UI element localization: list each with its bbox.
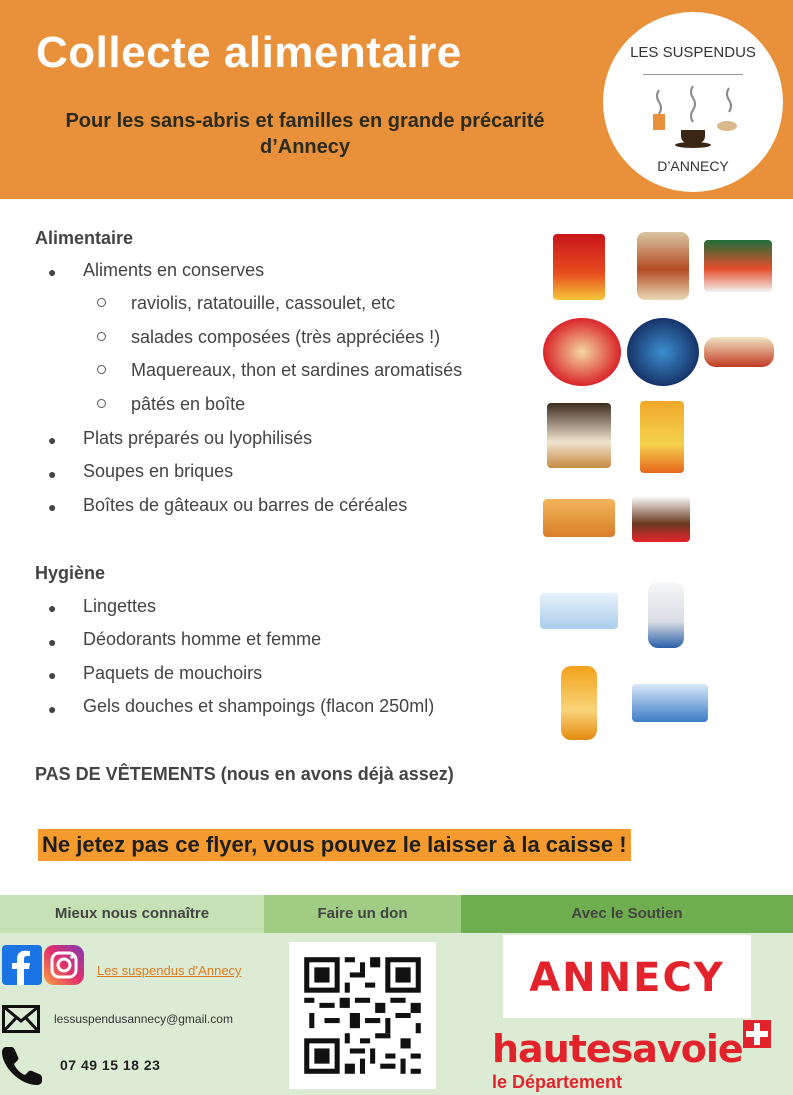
list-item: salades composées (très appréciées !) xyxy=(131,327,441,347)
haute-savoie-logo-text: hautesavoie xyxy=(492,1027,743,1071)
les-suspendus-logo xyxy=(603,12,783,192)
footer-tab-donate: Faire un don xyxy=(264,895,461,933)
soup-brick-image xyxy=(640,401,684,473)
list-item: Déodorants homme et femme xyxy=(83,629,322,649)
donation-qr-code[interactable] xyxy=(289,942,436,1089)
ravioli-can-image xyxy=(553,234,605,300)
list-item: Lingettes xyxy=(83,596,157,616)
cereal-bar-image xyxy=(632,496,690,542)
contact-email[interactable]: lessuspendusannecy@gmail.com xyxy=(54,1012,233,1026)
bullet-icon: ● xyxy=(48,499,57,515)
bullet-icon: ● xyxy=(48,432,57,448)
list-item: Aliments en conserves xyxy=(83,260,265,280)
salad-tin-image xyxy=(543,318,621,386)
logo-divider xyxy=(643,74,743,75)
instagram-icon[interactable] xyxy=(44,945,84,985)
wipes-image xyxy=(540,593,618,629)
qr-code-icon xyxy=(289,942,436,1089)
facebook-page-link[interactable]: Les suspendus d’Annecy xyxy=(97,963,242,978)
bullet-icon: ● xyxy=(48,634,57,650)
sub-bullet-icon xyxy=(97,399,106,408)
list-item: Gels douches et shampoings (flacon 250ml) xyxy=(83,696,435,716)
footer-tab-about: Mieux nous connaître xyxy=(0,895,264,933)
bullet-icon: ● xyxy=(48,667,57,683)
annecy-logo xyxy=(503,935,751,1018)
annecy-logo-text: ANNECY xyxy=(529,955,725,1001)
list-item: pâtés en boîte xyxy=(131,394,246,414)
savoie-cross-icon xyxy=(743,1020,771,1048)
departement-label: le Département xyxy=(492,1072,623,1092)
sub-bullet-icon xyxy=(97,332,106,341)
logo-top-text: LES SUSPENDUS xyxy=(630,44,756,61)
page-subtitle: Pour les sans-abris et familles en grande précarité d’Annecy xyxy=(65,110,545,158)
bullet-icon: ● xyxy=(48,701,57,717)
logo-bottom-text: D’ANNECY xyxy=(657,158,729,174)
list-item: Soupes en briques xyxy=(83,461,234,481)
list-item: Boîtes de gâteaux ou barres de céréales xyxy=(83,495,408,515)
blanquette-image xyxy=(547,403,611,468)
phone-icon xyxy=(2,1045,42,1085)
bullet-icon: ● xyxy=(48,466,57,482)
bullet-icon: ● xyxy=(48,600,57,616)
deodorant-image xyxy=(648,582,684,648)
tissues-image xyxy=(632,684,708,722)
envelope-icon xyxy=(2,1005,40,1033)
contact-phone[interactable]: 07 49 15 18 23 xyxy=(60,1057,161,1073)
footer-tab-support: Avec le Soutien xyxy=(461,895,793,933)
shower-gel-image xyxy=(561,666,597,740)
fish-tin-image xyxy=(704,337,774,367)
cookies-box-image xyxy=(543,499,615,537)
section-title-alimentaire: Alimentaire xyxy=(35,228,134,248)
header-banner xyxy=(0,0,793,199)
ratatouille-can-image xyxy=(704,240,772,292)
coffee-cup-icon xyxy=(643,82,743,152)
page-title: Collecte alimentaire xyxy=(36,28,462,77)
sub-bullet-icon xyxy=(97,365,106,374)
facebook-icon[interactable] xyxy=(2,945,42,985)
cassoulet-can-image xyxy=(637,232,689,300)
keep-flyer-notice: Ne jetez pas ce flyer, vous pouvez le laisser à la caisse ! xyxy=(38,829,631,861)
henaff-tin-image xyxy=(627,318,699,386)
list-item: Plats préparés ou lyophilisés xyxy=(83,428,313,448)
sub-bullet-icon xyxy=(97,298,106,307)
bullet-icon: ● xyxy=(48,264,57,280)
section-title-hygiene: Hygiène xyxy=(35,563,106,583)
no-clothes-notice: PAS DE VÊTEMENTS (nous en avons déjà assez) xyxy=(35,764,454,784)
list-item: raviolis, ratatouille, cassoulet, etc xyxy=(131,293,396,313)
list-item: Maquereaux, thon et sardines aromatisés xyxy=(131,360,463,380)
list-item: Paquets de mouchoirs xyxy=(83,663,263,683)
